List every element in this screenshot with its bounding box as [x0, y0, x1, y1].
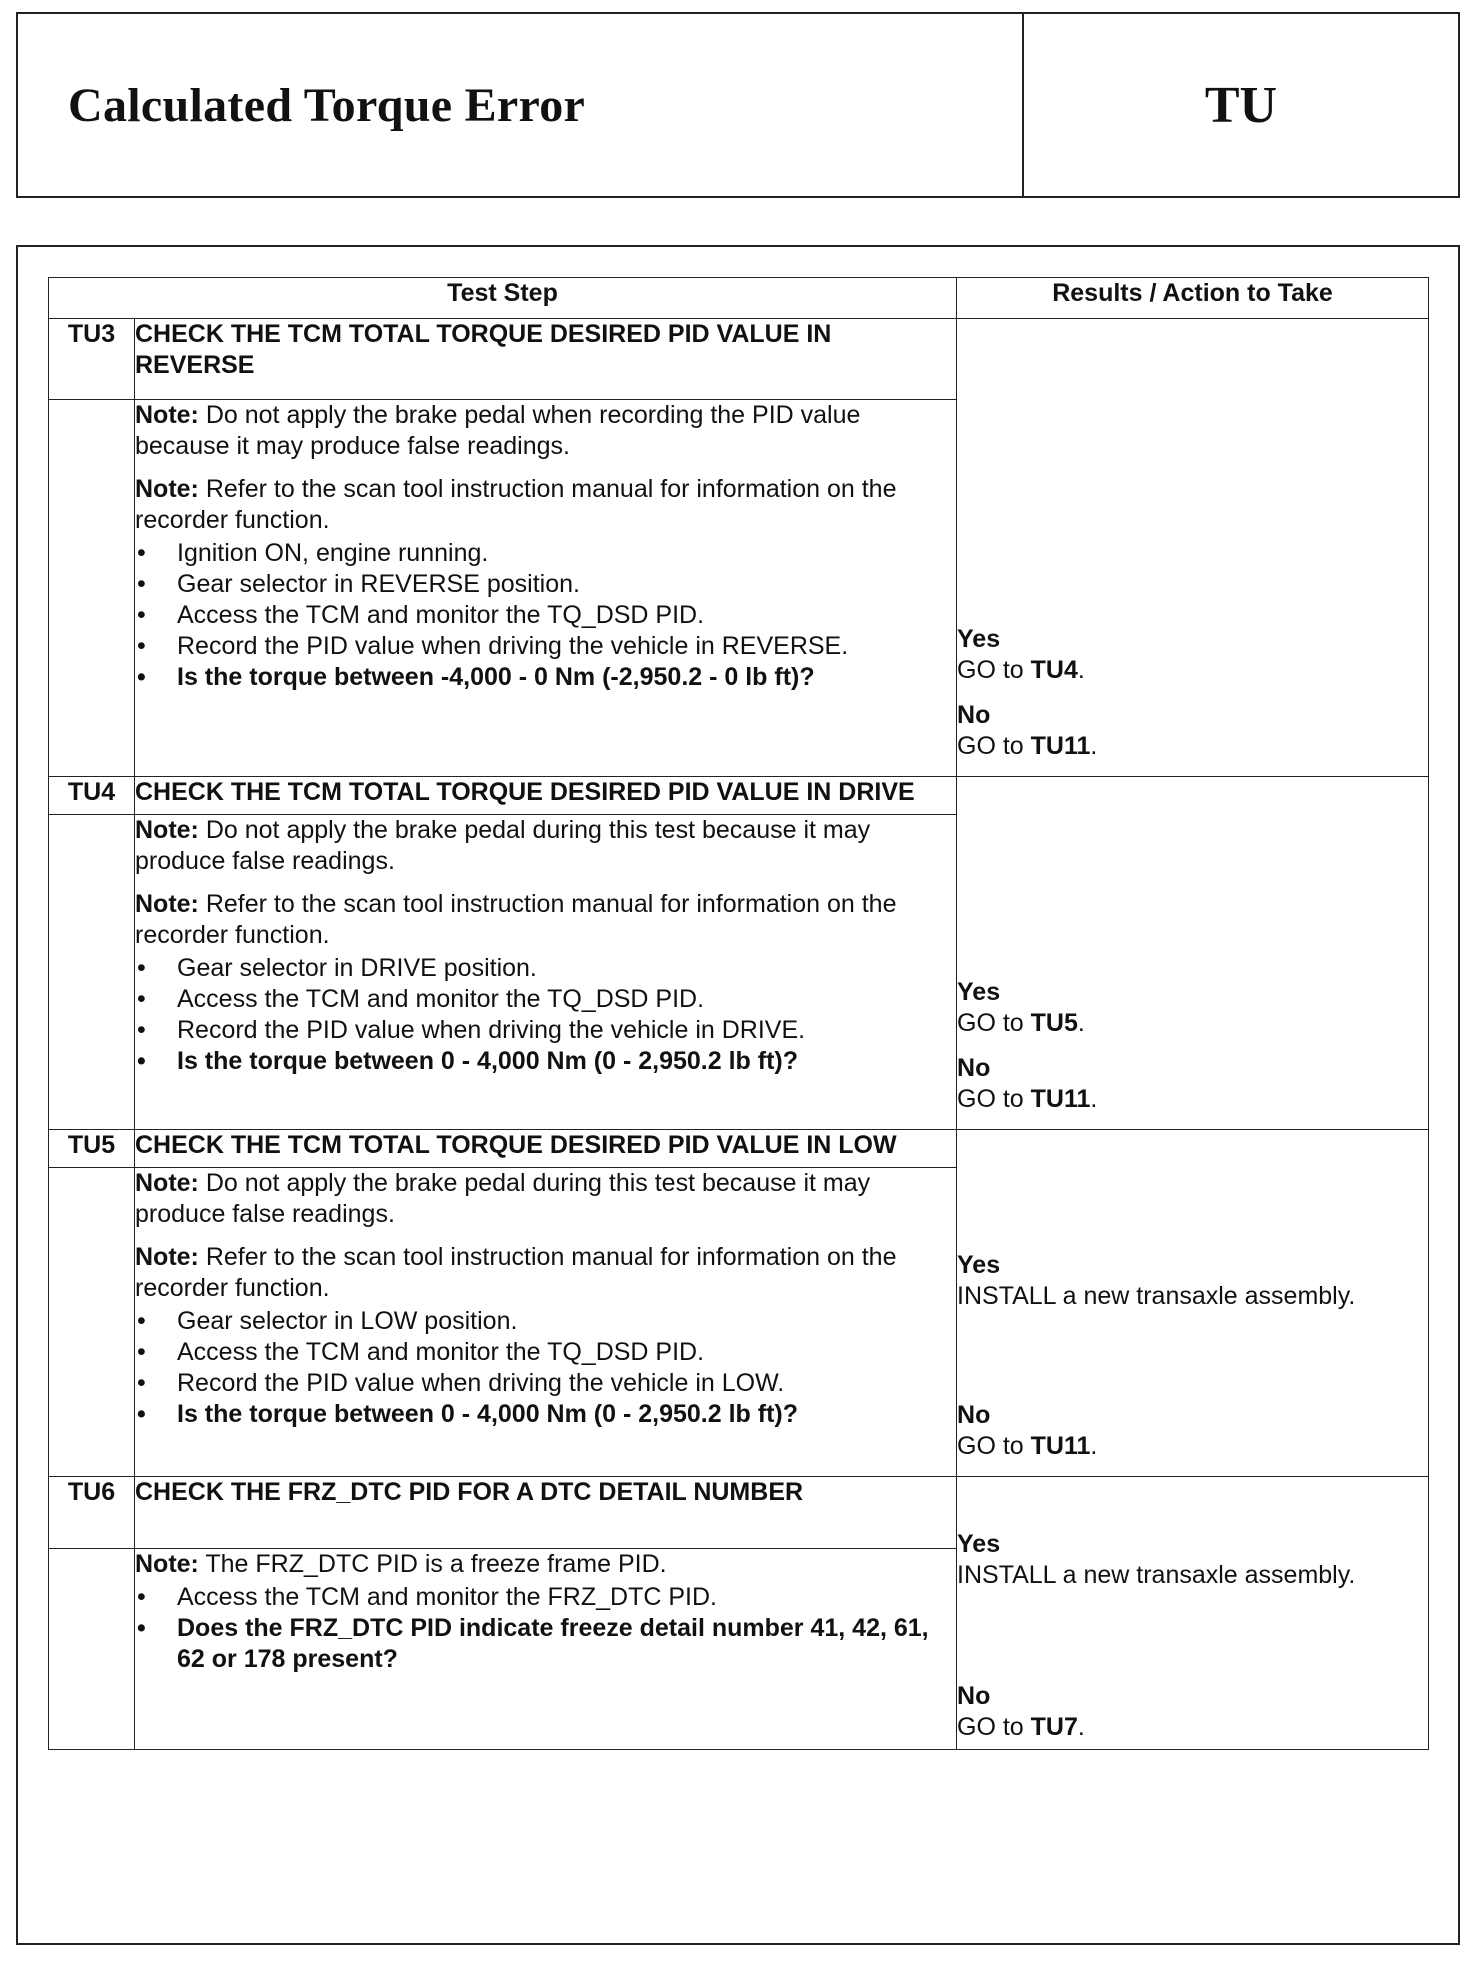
step-id: TU5: [49, 1130, 135, 1168]
step-bullets: [135, 1582, 956, 1675]
list-item: • Gear selector in REVERSE position.: [135, 569, 956, 600]
list-item: • Record the PID value when driving the vehicle in DRIVE.: [135, 1015, 956, 1046]
step-body: [135, 1167, 957, 1476]
step-question: • Is the torque between 0 - 4,000 Nm (0 - 2,950.2 lb ft)?: [135, 1399, 956, 1430]
step-result: [957, 777, 1429, 1130]
step-title: CHECK THE TCM TOTAL TORQUE DESIRED PID VALUE IN DRIVE: [135, 777, 957, 815]
result-yes: Yes INSTALL a new transaxle assembly.: [957, 1530, 1356, 1589]
list-item: • Access the TCM and monitor the FRZ_DTC PID.: [135, 1582, 956, 1613]
step-title: CHECK THE FRZ_DTC PID FOR A DTC DETAIL NUMBER: [135, 1477, 957, 1549]
step-question: • Is the torque between 0 - 4,000 Nm (0 - 2,950.2 lb ft)?: [135, 1046, 956, 1077]
list-item: • Access the TCM and monitor the TQ_DSD PID.: [135, 600, 956, 631]
result-no: No GO to TU11.: [957, 701, 1098, 760]
step-question: • Does the FRZ_DTC PID indicate freeze detail number 41, 42, 61, 62 or 178 present?: [135, 1613, 956, 1675]
note: Note: Refer to the scan tool instruction manual for information on the recorder function.: [135, 474, 897, 534]
goto-link[interactable]: TU11: [1030, 1085, 1091, 1113]
step-id-spacer: [49, 815, 135, 1130]
step-title-row: [49, 777, 1429, 815]
list-item: • Ignition ON, engine running.: [135, 538, 956, 569]
goto-link[interactable]: TU4: [1030, 656, 1078, 684]
step-title: CHECK THE TCM TOTAL TORQUE DESIRED PID VALUE IN REVERSE: [135, 319, 957, 400]
step-title-row: [49, 1130, 1429, 1168]
goto-link[interactable]: TU5: [1030, 1009, 1078, 1037]
step-id-spacer: [49, 399, 135, 776]
header-title-cell: [18, 14, 1024, 196]
note: Note: The FRZ_DTC PID is a freeze frame PID.: [135, 1550, 667, 1578]
step-result: [957, 1477, 1429, 1750]
page-title: Calculated Torque Error: [68, 78, 586, 132]
step-id: TU4: [49, 777, 135, 815]
list-item: • Gear selector in LOW position.: [135, 1306, 956, 1337]
list-item: • Access the TCM and monitor the TQ_DSD PID.: [135, 1337, 956, 1368]
list-item: • Access the TCM and monitor the TQ_DSD PID.: [135, 984, 956, 1015]
step-title-row: [49, 319, 1429, 400]
list-item: • Record the PID value when driving the vehicle in REVERSE.: [135, 631, 956, 662]
step-result: [957, 1130, 1429, 1477]
header-box: [16, 12, 1460, 198]
list-item: • Gear selector in DRIVE position.: [135, 953, 956, 984]
step-title-row: [49, 1477, 1429, 1549]
result-yes: Yes GO to TU4.: [957, 625, 1085, 684]
result-no: No GO to TU11.: [957, 1054, 1098, 1113]
note: Note: Refer to the scan tool instruction manual for information on the recorder function.: [135, 1242, 897, 1302]
list-item: • Record the PID value when driving the vehicle in LOW.: [135, 1368, 956, 1399]
note: Note: Do not apply the brake pedal during this test because it may produce false readings.: [135, 1168, 871, 1228]
result-no: No GO to TU11.: [957, 1401, 1098, 1460]
step-body: [135, 399, 957, 776]
step-question: • Is the torque between -4,000 - 0 Nm (-2,950.2 - 0 lb ft)?: [135, 662, 956, 693]
note: Note: Do not apply the brake pedal during this test because it may produce false readings.: [135, 816, 871, 876]
table-header-row: [49, 278, 1429, 319]
result-yes: Yes GO to TU5.: [957, 978, 1085, 1037]
col-header-results: Results / Action to Take: [957, 278, 1429, 319]
step-bullets: [135, 953, 956, 1077]
result-no: No GO to TU7.: [957, 1682, 1085, 1741]
goto-link[interactable]: TU11: [1030, 732, 1091, 760]
header-code-cell: [1024, 14, 1458, 196]
note: Note: Refer to the scan tool instruction manual for information on the recorder function.: [135, 890, 897, 950]
step-body: [135, 815, 957, 1130]
step-title: CHECK THE TCM TOTAL TORQUE DESIRED PID VALUE IN LOW: [135, 1130, 957, 1168]
goto-link[interactable]: TU11: [1030, 1432, 1091, 1460]
note: Note: Do not apply the brake pedal when recording the PID value because it may produce false readings.: [135, 400, 861, 460]
step-bullets: [135, 1306, 956, 1430]
pinpoint-test-table: [48, 277, 1429, 1750]
step-id: TU3: [49, 319, 135, 400]
content-box: [16, 245, 1460, 1945]
step-body: [135, 1549, 957, 1750]
step-id: TU6: [49, 1477, 135, 1549]
step-id-spacer: [49, 1549, 135, 1750]
goto-link[interactable]: TU7: [1030, 1713, 1078, 1741]
section-code: TU: [1204, 76, 1278, 134]
col-header-test-step: Test Step: [49, 278, 957, 319]
result-yes: Yes INSTALL a new transaxle assembly.: [957, 1251, 1356, 1310]
step-bullets: [135, 538, 956, 693]
step-id-spacer: [49, 1167, 135, 1476]
step-result: [957, 319, 1429, 777]
